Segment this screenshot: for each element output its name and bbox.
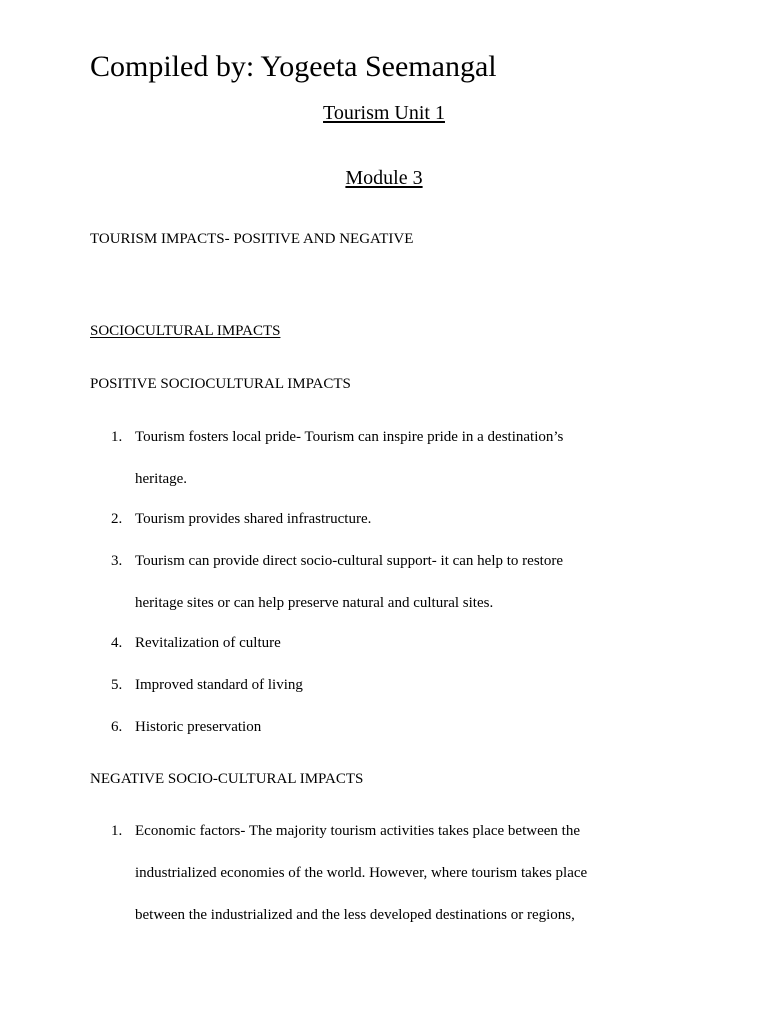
list-line: Revitalization of culture [135,635,281,651]
list-item-text [135,540,725,624]
list-number: 3. [111,553,123,569]
compiled-by: Compiled by: Yogeeta Seemangal [90,50,497,83]
list-line: Tourism fosters local pride- Tourism can inspire pride in a destination’s [135,429,564,445]
list-line: Tourism can provide direct socio-cultural support- it can help to restore [135,553,563,569]
list-number: 1. [111,429,123,445]
module-title: Module 3 [345,167,423,189]
section-heading: SOCIOCULTURAL IMPACTS [90,323,281,339]
positive-heading: POSITIVE SOCIOCULTURAL IMPACTS [90,376,351,392]
unit-title: Tourism Unit 1 [323,102,445,124]
main-heading: TOURISM IMPACTS- POSITIVE AND NEGATIVE [90,231,414,247]
list-line: heritage. [135,471,188,487]
list-line: industrialized economies of the world. However, where tourism takes place [135,865,588,881]
list-line: heritage sites or can help preserve natural and cultural sites. [135,595,494,611]
list-number: 6. [111,719,123,735]
list-line: Tourism provides shared infrastructure. [135,511,372,527]
list-number: 1. [111,823,123,839]
list-item-text [135,622,725,664]
list-item-text [135,498,725,540]
negative-heading: NEGATIVE SOCIO-CULTURAL IMPACTS [90,771,364,787]
list-item-text [135,810,725,936]
list-line: between the industrialized and the less developed destinations or regions, [135,907,575,923]
list-item-text [135,664,725,706]
list-item-text [135,706,725,748]
list-number: 4. [111,635,123,651]
list-line: Improved standard of living [135,677,303,693]
list-number: 2. [111,511,123,527]
list-line: Historic preservation [135,719,262,735]
list-item-text [135,416,725,500]
list-line: Economic factors- The majority tourism activities takes place between the [135,823,580,839]
list-number: 5. [111,677,123,693]
